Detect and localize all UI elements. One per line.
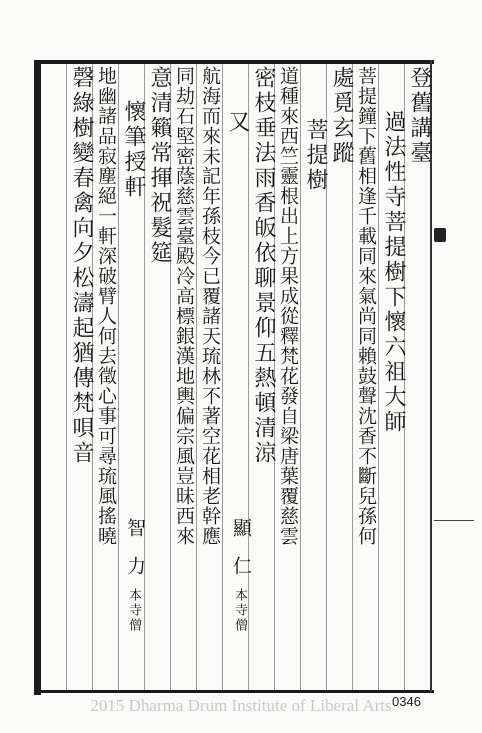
author-name: 智 力 [124, 518, 146, 575]
author-note: 本寺僧 [126, 588, 141, 633]
text-column: 處覓玄蹤 [329, 66, 354, 166]
text-column: 道種來西竺靈根出上方果成從釋梵花發自梁唐葉覆慈雲 [277, 66, 299, 546]
poem-title-column: 菩提樹 [303, 118, 328, 193]
frame-bottom-border [34, 690, 434, 693]
text-column: 菩提鐘下舊相逢千載同來氣尚同賴鼓聲沈香不斷兒孫何 [355, 66, 377, 546]
poem-title-column: 又 [225, 110, 250, 135]
heading-column: 登舊講臺 [407, 66, 432, 166]
page-edge-tab-mark [434, 228, 446, 242]
text-column: 航海而來未記年孫枝今已覆諸天琉林不著空花相老幹應 [199, 66, 221, 546]
page-number: 0346 [392, 694, 421, 709]
text-column: 密枝垂法雨香皈依聊景仰五熱頓清涼 [251, 66, 276, 466]
page-edge-tick [434, 520, 474, 521]
text-column: 地幽諸品寂塵絕一軒深破臂人何去徵心事可尋琉風搖曉 [95, 66, 117, 546]
author-note: 本寺僧 [232, 588, 247, 633]
column-rule [378, 64, 379, 690]
watermark-footer: 2015 Dharma Drum Institute of Liberal Arts [90, 696, 392, 715]
column-rule [66, 64, 67, 690]
text-column: 意清籟常揮祝髮筵 [147, 66, 172, 266]
frame-top-border [34, 60, 434, 64]
author-name: 顯 仁 [230, 518, 252, 575]
column-rule [222, 64, 223, 690]
column-rule [196, 64, 197, 690]
column-rule [300, 64, 301, 690]
text-column: 同劫石堅密蔭慈雲臺殿冷高標銀漢地輿偏宗風豈昧西來 [173, 66, 195, 546]
poem-title-column: 懷筆授軒 [121, 100, 146, 200]
frame-left-border [34, 60, 41, 695]
poem-title-column: 過法性寺菩提樹下懷六祖大師 [381, 110, 406, 435]
column-rule [118, 64, 119, 690]
text-column: 磬綠樹變春禽向夕松濤起猶傳梵唄音 [69, 66, 94, 466]
